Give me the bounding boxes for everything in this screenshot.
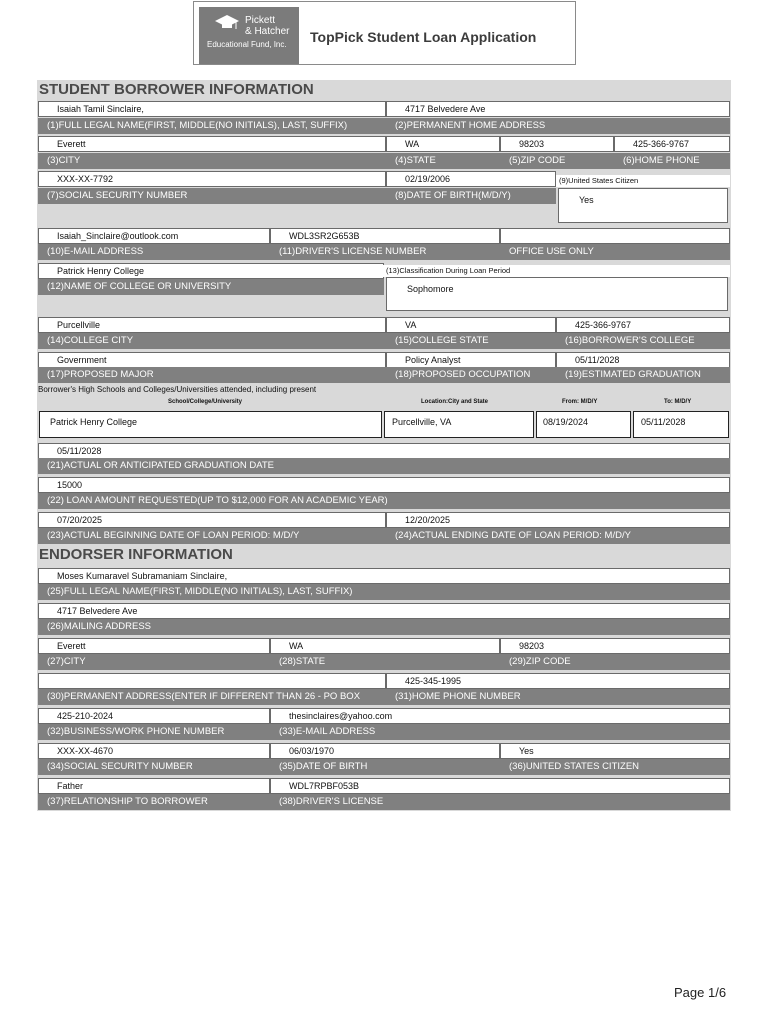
endorser-mailing-address-field[interactable]: 4717 Belvedere Ave (38, 603, 730, 619)
loan-amount-label: (22) LOAN AMOUNT REQUESTED(UP TO $12,000 FOR AN ACADEMIC YEAR) (38, 493, 730, 509)
application-title: TopPick Student Loan Application (310, 29, 537, 45)
endorser-perm-address-label: (30)PERMANENT ADDRESS(ENTER IF DIFFERENT THAN 26 - PO BOX (38, 689, 386, 705)
borrower-zip-field[interactable]: 98203 (500, 136, 614, 152)
endorser-email-field[interactable]: thesinclaires@yahoo.com (270, 708, 730, 724)
fund-logo (199, 7, 299, 64)
classification-field[interactable]: Sophomore (386, 277, 728, 311)
loan-end-date-label: (24)ACTUAL ENDING DATE OF LOAN PERIOD: M/D/Y (386, 528, 730, 544)
graduation-date-field[interactable]: 05/11/2028 (38, 443, 730, 459)
college-name-field[interactable]: Patrick Henry College (38, 263, 384, 279)
endorser-zip-label: (29)ZIP CODE (500, 654, 730, 670)
borrower-email-field[interactable]: Isaiah_Sinclaire@outlook.com (38, 228, 270, 244)
endorser-home-phone-label: (31)HOME PHONE NUMBER (386, 689, 730, 705)
schools-cell-school[interactable]: Patrick Henry College (39, 411, 382, 438)
endorser-email-label: (33)E-MAIL ADDRESS (270, 724, 730, 740)
college-name-label: (12)NAME OF COLLEGE OR UNIVERSITY (38, 279, 384, 295)
college-state-field[interactable]: VA (386, 317, 556, 333)
borrower-dob-field[interactable]: 02/19/2006 (386, 171, 556, 187)
schools-header-from: From: M/D/Y (562, 399, 598, 405)
office-use-label: OFFICE USE ONLY (500, 244, 730, 260)
occupation-label: (18)PROPOSED OCCUPATION (386, 367, 556, 383)
endorser-section-title: ENDORSER INFORMATION (39, 546, 233, 563)
major-field[interactable]: Government (38, 352, 386, 368)
logo-line-3: Educational Fund, Inc. (207, 40, 287, 49)
borrower-state-field[interactable]: WA (386, 136, 500, 152)
endorser-citizen-label: (36)UNITED STATES CITIZEN (500, 759, 730, 775)
endorser-state-label: (28)STATE (270, 654, 500, 670)
borrower-home-address-field[interactable]: 4717 Belvedere Ave (386, 101, 730, 117)
endorser-state-field[interactable]: WA (270, 638, 500, 654)
college-city-field[interactable]: Purcellville (38, 317, 386, 333)
endorser-full-name-label: (25)FULL LEGAL NAME(FIRST, MIDDLE(NO INITIALS), LAST, SUFFIX) (38, 584, 730, 600)
logo-line-1: Pickett (245, 15, 276, 26)
borrower-city-field[interactable]: Everett (38, 136, 386, 152)
endorser-license-label: (38)DRIVER'S LICENSE (270, 794, 730, 810)
schools-cell-location[interactable]: Purcellville, VA (384, 411, 534, 438)
endorser-work-phone-field[interactable]: 425-210-2024 (38, 708, 270, 724)
borrower-home-address-label: (2)PERMANENT HOME ADDRESS (386, 118, 730, 134)
citizen-field[interactable]: Yes (558, 188, 728, 223)
borrower-full-name-field[interactable]: Isaiah Tamil Sinclaire, (38, 101, 386, 117)
endorser-ssn-label: (34)SOCIAL SECURITY NUMBER (38, 759, 270, 775)
college-city-label: (14)COLLEGE CITY (38, 333, 386, 349)
borrower-email-label: (10)E-MAIL ADDRESS (38, 244, 270, 260)
page-number: Page 1/6 (674, 985, 727, 1000)
college-phone-field[interactable]: 425-366-9767 (556, 317, 730, 333)
borrower-full-name-label: (1)FULL LEGAL NAME(FIRST, MIDDLE(NO INITIALS), LAST, SUFFIX) (38, 118, 386, 134)
schools-header-location: Location:City and State (421, 399, 489, 405)
endorser-relationship-label: (37)RELATIONSHIP TO BORROWER (38, 794, 270, 810)
borrower-state-label: (4)STATE (386, 153, 500, 169)
endorser-zip-field[interactable]: 98203 (500, 638, 730, 654)
endorser-mailing-address-label: (26)MAILING ADDRESS (38, 619, 730, 635)
borrower-city-label: (3)CITY (38, 153, 386, 169)
borrower-section-title: STUDENT BORROWER INFORMATION (39, 81, 314, 98)
schools-cell-to[interactable]: 05/11/2028 (633, 411, 729, 438)
borrower-license-label: (11)DRIVER'S LICENSE NUMBER (270, 244, 500, 260)
occupation-field[interactable]: Policy Analyst (386, 352, 556, 368)
endorser-work-phone-label: (32)BUSINESS/WORK PHONE NUMBER (38, 724, 270, 740)
citizen-label: (9)United States Citizen (556, 175, 730, 187)
schools-note: Borrower's High Schools and Colleges/Universities attended, including present (38, 385, 317, 394)
schools-header-school: School/College/University (168, 399, 243, 405)
endorser-perm-address-field[interactable] (38, 673, 386, 689)
borrower-ssn-field[interactable]: XXX-XX-7792 (38, 171, 386, 187)
endorser-city-label: (27)CITY (38, 654, 270, 670)
endorser-city-field[interactable]: Everett (38, 638, 270, 654)
graduation-date-label: (21)ACTUAL OR ANTICIPATED GRADUATION DATE (38, 458, 730, 474)
college-state-label: (15)COLLEGE STATE (386, 333, 556, 349)
loan-end-date-field[interactable]: 12/20/2025 (386, 512, 730, 528)
endorser-license-field[interactable]: WDL7RPBF053B (270, 778, 730, 794)
office-use-field (500, 228, 730, 244)
borrower-home-phone-field[interactable]: 425-366-9767 (614, 136, 730, 152)
endorser-full-name-field[interactable]: Moses Kumaravel Subramaniam Sinclaire, (38, 568, 730, 584)
borrower-license-field[interactable]: WDL3SR2G653B (270, 228, 500, 244)
borrower-zip-label: (5)ZIP CODE (500, 153, 614, 169)
endorser-dob-field[interactable]: 06/03/1970 (270, 743, 500, 759)
est-graduation-label: (19)ESTIMATED GRADUATION (556, 367, 730, 383)
graduation-cap-icon (214, 13, 240, 33)
est-graduation-field[interactable]: 05/11/2028 (556, 352, 730, 368)
borrower-dob-label: (8)DATE OF BIRTH(M/D/Y) (386, 188, 556, 204)
college-phone-label: (16)BORROWER'S COLLEGE (556, 333, 730, 349)
borrower-ssn-label: (7)SOCIAL SECURITY NUMBER (38, 188, 386, 204)
loan-begin-date-field[interactable]: 07/20/2025 (38, 512, 386, 528)
endorser-ssn-field[interactable]: XXX-XX-4670 (38, 743, 270, 759)
endorser-home-phone-field[interactable]: 425-345-1995 (386, 673, 730, 689)
endorser-relationship-field[interactable]: Father (38, 778, 270, 794)
schools-header-to: To: M/D/Y (664, 399, 692, 405)
endorser-citizen-field[interactable]: Yes (500, 743, 730, 759)
major-label: (17)PROPOSED MAJOR (38, 367, 386, 383)
logo-line-2: & Hatcher (245, 26, 290, 37)
endorser-dob-label: (35)DATE OF BIRTH (270, 759, 500, 775)
classification-label: (13)Classification During Loan Period (383, 265, 730, 277)
borrower-home-phone-label: (6)HOME PHONE (614, 153, 730, 169)
schools-cell-from[interactable]: 08/19/2024 (536, 411, 631, 438)
loan-amount-field[interactable]: 15000 (38, 477, 730, 493)
loan-begin-date-label: (23)ACTUAL BEGINNING DATE OF LOAN PERIOD: M/D/Y (38, 528, 386, 544)
